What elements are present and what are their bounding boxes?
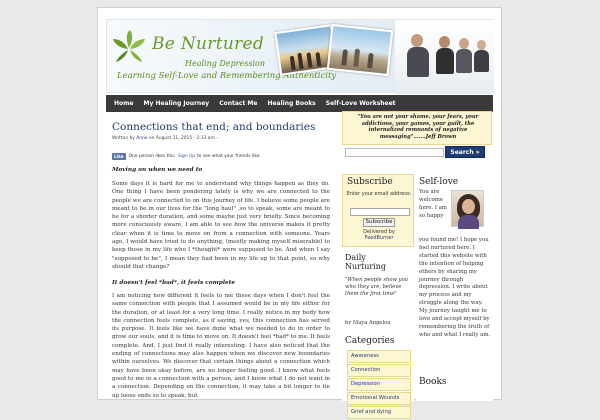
facebook-like-count: One person likes this. — [128, 154, 177, 159]
subscribe-button[interactable]: Subscribe — [363, 218, 395, 227]
facebook-like-button[interactable]: Like — [114, 154, 124, 159]
meta-date: on August 31, 2015 - 2:33 am - — [147, 136, 218, 141]
main-nav — [106, 95, 493, 112]
self-love-intro: You are welcome here. I am so happy — [419, 189, 448, 219]
leaf-logo-icon — [111, 28, 147, 64]
nav-item-self-love-worksheet[interactable]: Self-Love Worksheet — [325, 100, 396, 107]
category-grief-and-dying[interactable]: Grief and dying — [347, 406, 411, 419]
post-content — [110, 114, 332, 401]
header-photo-people — [395, 20, 494, 94]
category-emotional-wounds[interactable]: Emotional Wounds — [347, 392, 411, 405]
sidebar-right — [416, 174, 493, 401]
daily-nurturing-author: by Maya Angelou — [345, 320, 391, 326]
header-photo-beach — [327, 24, 393, 76]
search-input[interactable] — [345, 148, 444, 157]
page-wrapper — [97, 7, 502, 415]
books-title: Books — [419, 377, 447, 387]
facebook-signup-link[interactable]: Sign Up — [178, 154, 196, 159]
self-love-title: Self-love — [419, 177, 459, 187]
category-connection[interactable]: Connection — [347, 364, 411, 377]
facebook-like-bar — [112, 153, 261, 160]
subscribe-widget — [342, 174, 414, 247]
post-paragraph-2: I am noticing how different it feels to me these days when I don't feel the same connection with people that I assumed would be in my life either for the duration, or at least for a very long time. I really notice in my body how the connection feels complete, as if saying, yes, this connection has served its purpose. It feels like we have done what we needed to do in order to grow our souls, and it is time to move on. It doesn't feel *bad* to me. It feels complete. And, I just find it really interesting. I have also noticed that the ending of connections may also happen when we discover new boundaries within ourselves. We discover that certain things about a connection which may have been okay before, are no longer feeling good. I know what feels good to me in a connection with a person, and I know what I do not want in a connection. Depending on the connection, it may take a bit longer to tie up loose ends so to speak, but — [112, 293, 330, 399]
site-tagline: Learning Self-Love and Remembering Authenticity — [117, 71, 337, 81]
nav-item-my-healing-journey[interactable]: My Healing Journey — [143, 100, 210, 107]
quote-box — [342, 111, 492, 145]
post-title[interactable]: Connections that end; and boundaries — [112, 121, 316, 133]
search-button[interactable]: Search » — [445, 146, 485, 158]
site-title[interactable]: Be Nurtured — [152, 34, 265, 54]
avatar — [451, 190, 484, 227]
meta-prefix: Written by — [112, 136, 137, 141]
feedburner-link[interactable]: FeedBurner — [364, 235, 394, 241]
author-link[interactable]: Anne — [136, 136, 148, 141]
post-paragraph-1: Some days it is hard for me to understand why things happen as they do. One thing I have been pondering lately is why we are connected to the people we are connected to on this journey of life. I believe some people are meant to be in our lives for the "long haul" ,so to speak, some are meant to be for a shorter duration, and some maybe just very briefly. Since becoming more consciously aware, I am able to see how the universe makes it pretty clear when it is time to move on from a connection with someone. Years ago, I would have tried to do anything, (mostly making myself miserable) to keep those in my life who I *thought* were supposed to be. And when I say "supposed to be", I mean they had been in my life up to that point, so why should that change? — [112, 181, 330, 270]
post-heading-moving-on: Moving on when we need to — [112, 167, 203, 173]
site-header — [106, 19, 493, 93]
post-meta — [112, 136, 218, 141]
header-quote: "You are not your shame, your fears, your addictions, your games, your guilt, the internalized remnants of negative messaging"…….Jeff Brown — [357, 114, 479, 141]
delivered-by — [346, 229, 412, 241]
email-field[interactable] — [350, 208, 410, 216]
site-subtitle: Healing Depression — [185, 59, 265, 68]
post-heading-complete: It doesn't feel *bad*, it feels complete — [112, 280, 236, 286]
subscribe-title: Subscribe — [347, 177, 393, 187]
nav-item-home[interactable]: Home — [114, 100, 134, 107]
daily-nurturing-title: Daily Nurturing — [345, 253, 386, 271]
category-depression[interactable]: Depression — [347, 378, 411, 391]
categories-title: Categories — [345, 336, 395, 346]
facebook-like-text: to see what your friends like. — [197, 154, 261, 159]
nav-item-healing-books[interactable]: Healing Books — [267, 100, 316, 107]
category-awareness[interactable]: Awareness — [347, 350, 411, 363]
email-label: Enter your email address: — [346, 191, 412, 197]
self-love-text: you found me! I hope you feel nurtured here. I started this website with the intention of helping others by sharing my journey through depression. I write about my process and my struggle along the way. My journey taught me to love and accept myself by remembering the truth of who and what I really am. — [419, 237, 491, 338]
sidebar-left — [342, 174, 414, 415]
delivered-label: Delivered by — [363, 229, 395, 235]
daily-nurturing-quote: "When people show you who they are, believe them the first time" — [345, 277, 408, 297]
categories-list — [347, 350, 411, 420]
nav-item-contact-me[interactable]: Contact Me — [219, 100, 258, 107]
